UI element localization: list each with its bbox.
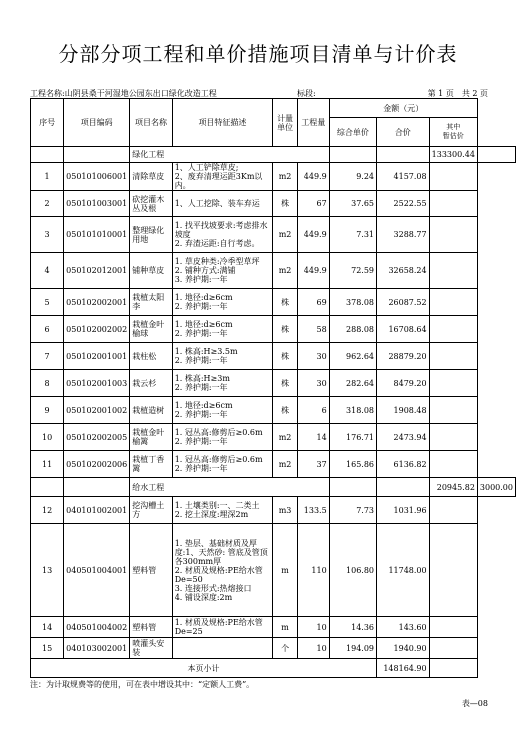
row-code: 050102002006: [64, 451, 130, 478]
table-row: [31, 638, 516, 659]
desc-line: 2. 养护期:一年: [174, 437, 228, 446]
header-seq: 序号: [31, 99, 64, 147]
row-unit: m2: [273, 424, 298, 451]
header-desc: 项目特征描述: [172, 99, 273, 147]
row-code: 050101003001: [64, 191, 130, 217]
desc-line: 1. 土壤类别:一、二类土: [174, 501, 260, 510]
row-seq: 4: [31, 253, 64, 289]
desc-line: 2、废弃清理运距3Km以内。: [174, 172, 263, 190]
project-name: 山阴县桑干河湿地公园东出口绿化改造工程: [64, 89, 217, 98]
row-provisional: [429, 253, 477, 289]
row-code: 050102001002: [64, 397, 130, 424]
section-row: [31, 478, 516, 497]
row-price: 7.31: [329, 217, 376, 253]
row-name: 清除草皮: [130, 163, 172, 191]
table-row: [31, 253, 516, 289]
row-code: 040501004001: [64, 524, 130, 617]
row-price: 72.59: [329, 253, 376, 289]
row-total: 11748.00: [377, 524, 430, 617]
row-total: 1031.96: [377, 497, 430, 524]
table-row: [31, 289, 516, 316]
row-name: 栽云杉: [130, 370, 172, 397]
desc-line: 2. 养护期:一年: [174, 464, 228, 473]
section-row: [31, 147, 516, 163]
row-desc: [172, 617, 273, 638]
row-desc: [172, 316, 273, 343]
row-seq: 9: [31, 397, 64, 424]
section-code-cell: [64, 147, 130, 163]
subtotal-row: [31, 659, 516, 678]
table-row: [31, 451, 516, 478]
row-desc: [172, 343, 273, 370]
row-price: 176.71: [329, 424, 376, 451]
row-desc: [172, 451, 273, 478]
row-desc: [172, 163, 273, 191]
row-name: 砍挖灌木丛及根: [130, 191, 172, 217]
table-row: [31, 524, 516, 617]
row-provisional: [429, 217, 477, 253]
row-total: 1908.48: [377, 397, 430, 424]
table-row: [31, 191, 516, 217]
row-code: 050102001001: [64, 343, 130, 370]
row-desc: [172, 217, 273, 253]
table-row: [31, 217, 516, 253]
row-unit: 株: [273, 370, 298, 397]
desc-line: 2. 弃渣运距:自行考虑。: [174, 239, 260, 248]
row-unit: m: [273, 524, 298, 617]
row-qty: 58: [297, 316, 329, 343]
row-name: 挖沟槽土方: [130, 497, 172, 524]
row-price: 106.80: [329, 524, 376, 617]
row-total: 3288.77: [377, 217, 430, 253]
row-desc: [172, 191, 273, 217]
row-provisional: [429, 316, 477, 343]
row-seq: 2: [31, 191, 64, 217]
desc-line: 1. 冠丛高:修剪后≥0.6m: [174, 428, 263, 437]
section-name: 给水工程: [130, 478, 329, 497]
table-row: [31, 424, 516, 451]
row-name: 喷灌头安装: [130, 638, 172, 659]
desc-line: 2. 材质及规格:PE给水管De=50: [174, 565, 263, 584]
row-name: 栽植造树: [130, 397, 172, 424]
row-qty: 14: [297, 424, 329, 451]
subtotal-total: 148164.90: [377, 659, 430, 678]
row-provisional: [429, 451, 477, 478]
row-unit: m3: [273, 497, 298, 524]
row-price: 378.08: [329, 289, 376, 316]
row-code: 040501004002: [64, 617, 130, 638]
section-total: 133300.44: [429, 147, 477, 163]
row-seq: 8: [31, 370, 64, 397]
desc-line: 2. 养护期:一年: [174, 329, 228, 338]
row-desc: [172, 424, 273, 451]
header-provisional: 暂估价: [442, 132, 464, 140]
row-desc: [172, 397, 273, 424]
section-total: 20945.82: [429, 478, 477, 497]
row-code: 050102001003: [64, 370, 130, 397]
subtotal-provisional: [429, 659, 477, 678]
row-unit: m2: [273, 451, 298, 478]
header-unit: 计量单位: [273, 99, 298, 147]
row-qty: 37: [297, 451, 329, 478]
row-seq: 13: [31, 524, 64, 617]
desc-line: 2. 养护期:一年: [174, 410, 228, 419]
table-row: [31, 163, 516, 191]
row-provisional: [429, 343, 477, 370]
desc-line: 2. 养护期:一年: [174, 302, 228, 311]
row-qty: 67: [297, 191, 329, 217]
row-total: 8479.20: [377, 370, 430, 397]
row-provisional: [429, 397, 477, 424]
row-total: 28879.20: [377, 343, 430, 370]
row-provisional: [429, 370, 477, 397]
row-total: 32658.24: [377, 253, 430, 289]
row-total: 2522.55: [377, 191, 430, 217]
section-provisional: 3000.00: [477, 478, 515, 497]
project-label: 工程名称:: [30, 89, 65, 98]
row-name: 整理绿化用地: [130, 217, 172, 253]
row-name: 栽柱松: [130, 343, 172, 370]
row-unit: m2: [273, 253, 298, 289]
row-desc: [172, 524, 273, 617]
row-qty: 10: [297, 638, 329, 659]
row-name: 栽植金叶榆球: [130, 316, 172, 343]
row-qty: 69: [297, 289, 329, 316]
row-seq: 11: [31, 451, 64, 478]
table-row: [31, 497, 516, 524]
header-of-which: [429, 118, 477, 147]
row-seq: 6: [31, 316, 64, 343]
desc-line: 1. 冠丛高:修剪后≥0.6m: [174, 455, 263, 464]
desc-line: 1、人工挖除、装车弃运: [174, 199, 260, 208]
row-qty: 30: [297, 343, 329, 370]
row-price: 962.64: [329, 343, 376, 370]
section-price-cell: [377, 478, 430, 497]
header-name: 项目名称: [130, 99, 172, 147]
row-name: 塑料管: [130, 524, 172, 617]
page-info: 第 1 页 共 2 页: [427, 89, 488, 98]
row-price: 37.65: [329, 191, 376, 217]
table-row: [31, 397, 516, 424]
row-price: 165.86: [329, 451, 376, 478]
row-name: 栽植金叶榆篱: [130, 424, 172, 451]
row-seq: 3: [31, 217, 64, 253]
row-desc: [172, 289, 273, 316]
desc-line: 2. 挖土深度:埋深2m: [174, 510, 249, 519]
section-provisional: [477, 147, 515, 163]
row-qty: 110: [297, 524, 329, 617]
desc-line: 4. 铺设深度:2m: [174, 592, 233, 602]
row-code: 040101002001: [64, 497, 130, 524]
row-unit: m: [273, 617, 298, 638]
row-price: 194.09: [329, 638, 376, 659]
row-code: 050102002002: [64, 316, 130, 343]
row-unit: 株: [273, 289, 298, 316]
row-seq: 15: [31, 638, 64, 659]
form-number: 表—08: [461, 699, 488, 708]
row-total: 4157.08: [377, 163, 430, 191]
row-provisional: [429, 617, 477, 638]
row-unit: 株: [273, 191, 298, 217]
section-code-cell: [64, 478, 130, 497]
row-code: 050102002001: [64, 289, 130, 316]
row-price: 282.64: [329, 370, 376, 397]
desc-line: 1. 地径:d≥6cm: [174, 320, 233, 329]
row-qty: 10: [297, 617, 329, 638]
row-seq: 5: [31, 289, 64, 316]
row-unit: m2: [273, 163, 298, 191]
row-code: 050102002005: [64, 424, 130, 451]
document-title: 分部分项工程和单价措施项目清单与计价表: [58, 42, 458, 66]
table-row: [31, 316, 516, 343]
table-row: [31, 370, 516, 397]
row-unit: 株: [273, 343, 298, 370]
row-price: 7.73: [329, 497, 376, 524]
desc-line: 1. 地径:d≥6cm: [174, 293, 233, 302]
row-name: 栽植丁香篱: [130, 451, 172, 478]
row-provisional: [429, 524, 477, 617]
row-name: 铺种草皮: [130, 253, 172, 289]
header-amount-group: 金额（元）: [329, 99, 477, 118]
row-provisional: [429, 638, 477, 659]
subtotal-label: 本页小计: [31, 659, 377, 678]
header-code: 项目编码: [64, 99, 130, 147]
row-desc: [172, 370, 273, 397]
row-provisional: [429, 163, 477, 191]
row-price: 288.08: [329, 316, 376, 343]
row-desc: [172, 638, 273, 659]
row-unit: 株: [273, 316, 298, 343]
header-total: 合价: [377, 118, 430, 147]
section-seq-cell: [31, 147, 64, 163]
row-name: 塑料管: [130, 617, 172, 638]
header-unit-price: 综合单价: [329, 118, 376, 147]
row-seq: 14: [31, 617, 64, 638]
desc-line: 1. 找平找坡要求:考虑排水坡度: [174, 221, 268, 239]
row-qty: 449.9: [297, 217, 329, 253]
row-total: 143.60: [377, 617, 430, 638]
section-name: 绿化工程: [130, 147, 329, 163]
row-qty: 6: [297, 397, 329, 424]
row-qty: 449.9: [297, 163, 329, 191]
header-qty: 工程量: [297, 99, 329, 147]
row-qty: 449.9: [297, 253, 329, 289]
row-price: 318.08: [329, 397, 376, 424]
table-row: [31, 617, 516, 638]
section-price-cell: [377, 147, 430, 163]
row-total: 1940.90: [377, 638, 430, 659]
row-desc: [172, 253, 273, 289]
row-price: 9.24: [329, 163, 376, 191]
row-code: 050102012001: [64, 253, 130, 289]
row-provisional: [429, 424, 477, 451]
desc-line: 2. 养护期:一年: [174, 383, 228, 392]
desc-line: 1. 材质及规格:PE给水管De=25: [174, 618, 263, 636]
row-provisional: [429, 497, 477, 524]
row-code: 050101010001: [64, 217, 130, 253]
row-code: 040103002001: [64, 638, 130, 659]
table-note: 注：为计取规费等的使用，可在表中增设其中：“定额人工费”。: [30, 680, 255, 689]
row-price: 14.36: [329, 617, 376, 638]
desc-line: 1. 株高:H≥3.5m: [174, 347, 238, 356]
header-of-which-label: 其中: [446, 123, 461, 131]
desc-line: 1. 垫层、基础材质及厚度:1、天然砂: 管底及管顶各300mm厚: [174, 538, 268, 566]
row-total: 26087.52: [377, 289, 430, 316]
desc-line: 3. 连接形式:热熔接口: [174, 583, 252, 593]
table-row: [31, 343, 516, 370]
row-unit: 株: [273, 397, 298, 424]
desc-line: 1、人工铲除草皮;: [174, 163, 239, 172]
desc-line: 2. 养护期:一年: [174, 356, 228, 365]
row-seq: 7: [31, 343, 64, 370]
row-total: 2473.94: [377, 424, 430, 451]
row-qty: 133.5: [297, 497, 329, 524]
row-code: 050101006001: [64, 163, 130, 191]
section-label: 标段:: [297, 89, 316, 98]
row-desc: [172, 497, 273, 524]
desc-line: 1. 地径:d≥6cm: [174, 401, 233, 410]
row-qty: 30: [297, 370, 329, 397]
row-seq: 12: [31, 497, 64, 524]
row-name: 栽植太阳李: [130, 289, 172, 316]
row-total: 16708.64: [377, 316, 430, 343]
desc-line: 1. 株高:H≥3m: [174, 374, 230, 383]
row-provisional: [429, 289, 477, 316]
row-total: 6136.82: [377, 451, 430, 478]
desc-line: 1. 草皮种类:冷季型草坪: [174, 257, 260, 266]
row-unit: 个: [273, 638, 298, 659]
desc-line: 2. 铺种方式:满铺: [174, 266, 236, 275]
desc-line: 3. 养护期:一年: [174, 275, 228, 284]
bill-table: [30, 98, 516, 678]
row-unit: m2: [273, 217, 298, 253]
section-seq-cell: [31, 478, 64, 497]
row-provisional: [429, 191, 477, 217]
section-qty-cell: [329, 147, 376, 163]
row-seq: 1: [31, 163, 64, 191]
section-qty-cell: [329, 478, 376, 497]
row-seq: 10: [31, 424, 64, 451]
